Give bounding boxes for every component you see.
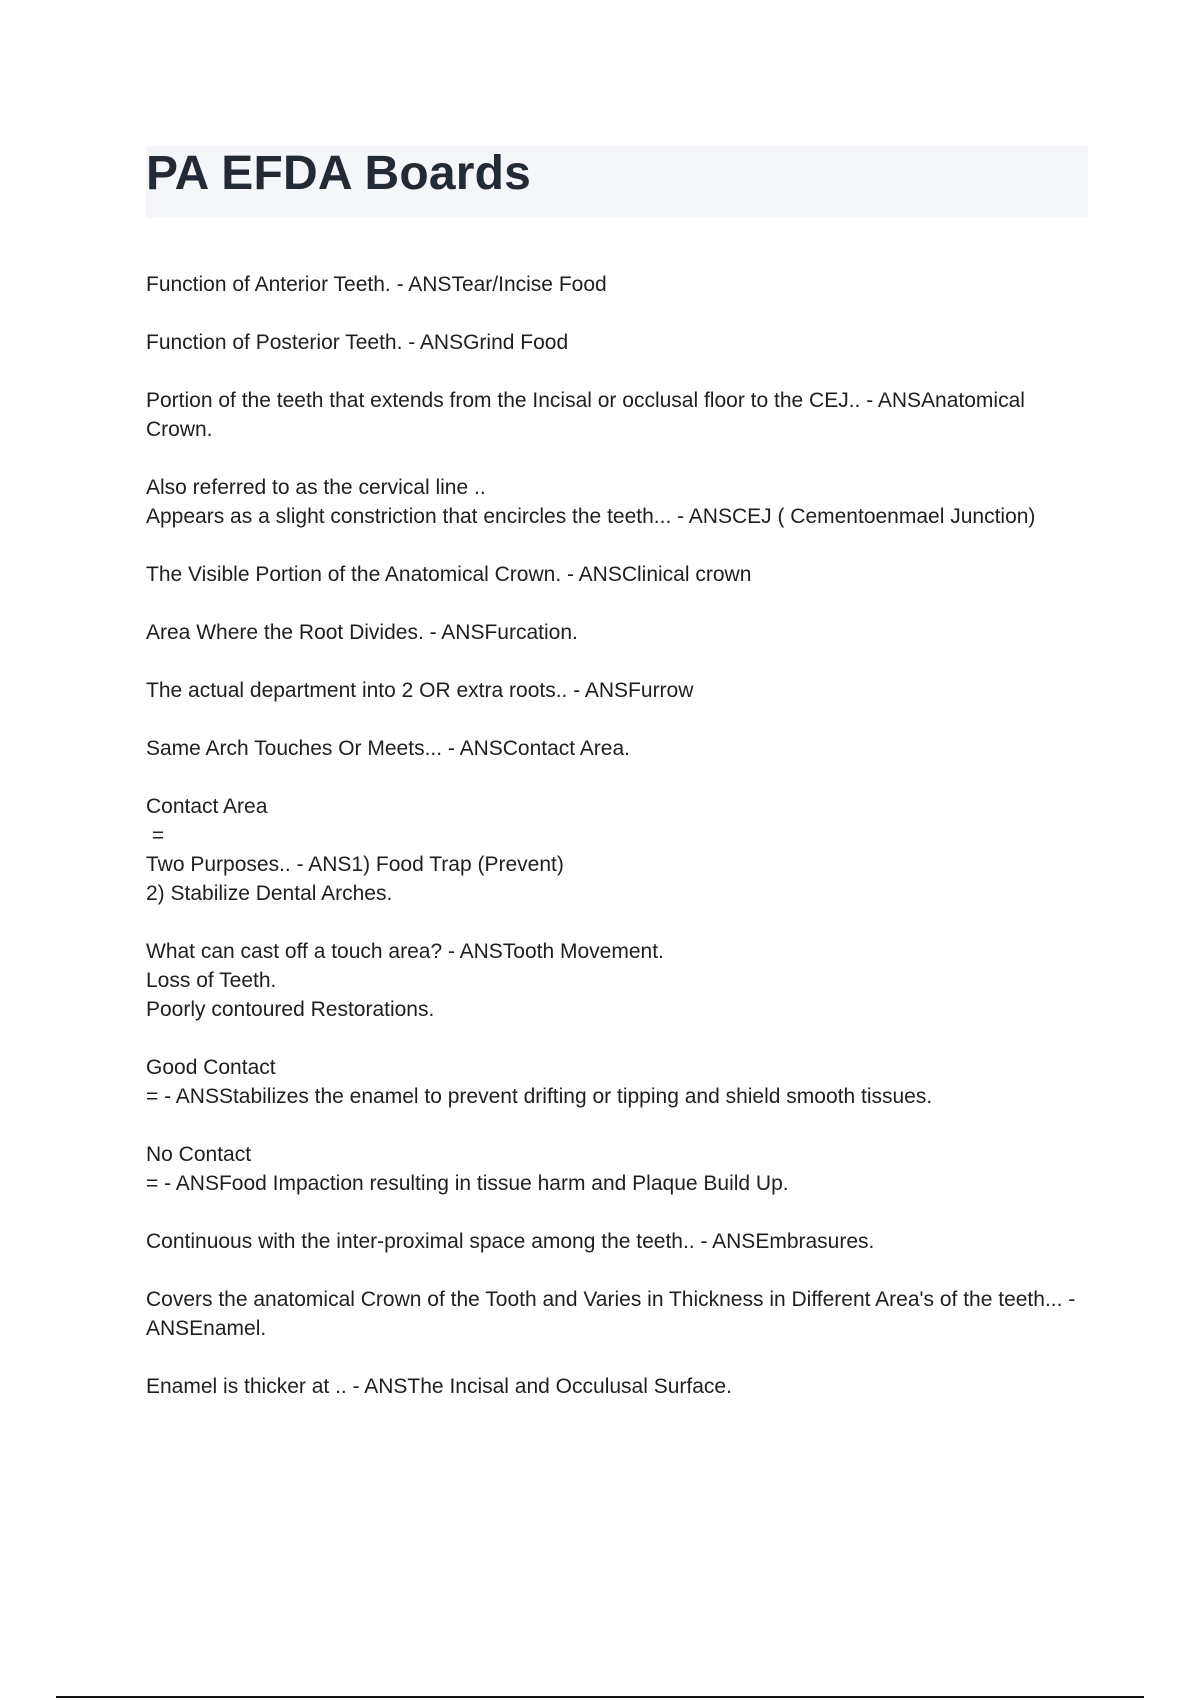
qa-entry: Contact Area = Two Purposes.. - ANS1) Food Trap (Prevent) 2) Stabilize Dental Arches. [146, 795, 564, 905]
qa-entry: Same Arch Touches Or Meets... - ANSContact Area. [146, 737, 630, 760]
qa-entry: No Contact = - ANSFood Impaction resulting in tissue harm and Plaque Build Up. [146, 1143, 789, 1195]
qa-entry: Function of Posterior Teeth. - ANSGrind Food [146, 331, 569, 354]
document-title: PA EFDA Boards [146, 147, 532, 200]
qa-entry: Enamel is thicker at .. - ANSThe Incisal and Occulusal Surface. [146, 1375, 732, 1398]
qa-entry: The actual department into 2 OR extra roots.. - ANSFurrow [146, 679, 694, 702]
qa-entry: Also referred to as the cervical line .. Appears as a slight constriction that encircles the teeth... - ANSCEJ ( Cementoenmael Junction) [146, 476, 1036, 528]
qa-entry: Function of Anterior Teeth. - ANSTear/Incise Food [146, 273, 607, 296]
qa-entry: What can cast off a touch area? - ANSTooth Movement. Loss of Teeth. Poorly contoured Restorations. [146, 940, 664, 1021]
qa-list [146, 270, 1096, 1430]
qa-entry: Portion of the teeth that extends from the Incisal or occlusal floor to the CEJ.. - ANSAnatomical Crown. [146, 389, 1031, 441]
qa-entry: The Visible Portion of the Anatomical Crown. - ANSClinical crown [146, 563, 752, 586]
qa-entry: Good Contact = - ANSStabilizes the enamel to prevent drifting or tipping and shield smooth tissues. [146, 1056, 933, 1108]
qa-entry: Continuous with the inter-proximal space among the teeth.. - ANSEmbrasures. [146, 1230, 875, 1253]
qa-entry: Area Where the Root Divides. - ANSFurcation. [146, 621, 578, 644]
qa-entry: Covers the anatomical Crown of the Tooth and Varies in Thickness in Different Area's of the teeth... - ANSEnamel. [146, 1288, 1080, 1340]
footer-divider [56, 1696, 1144, 1698]
